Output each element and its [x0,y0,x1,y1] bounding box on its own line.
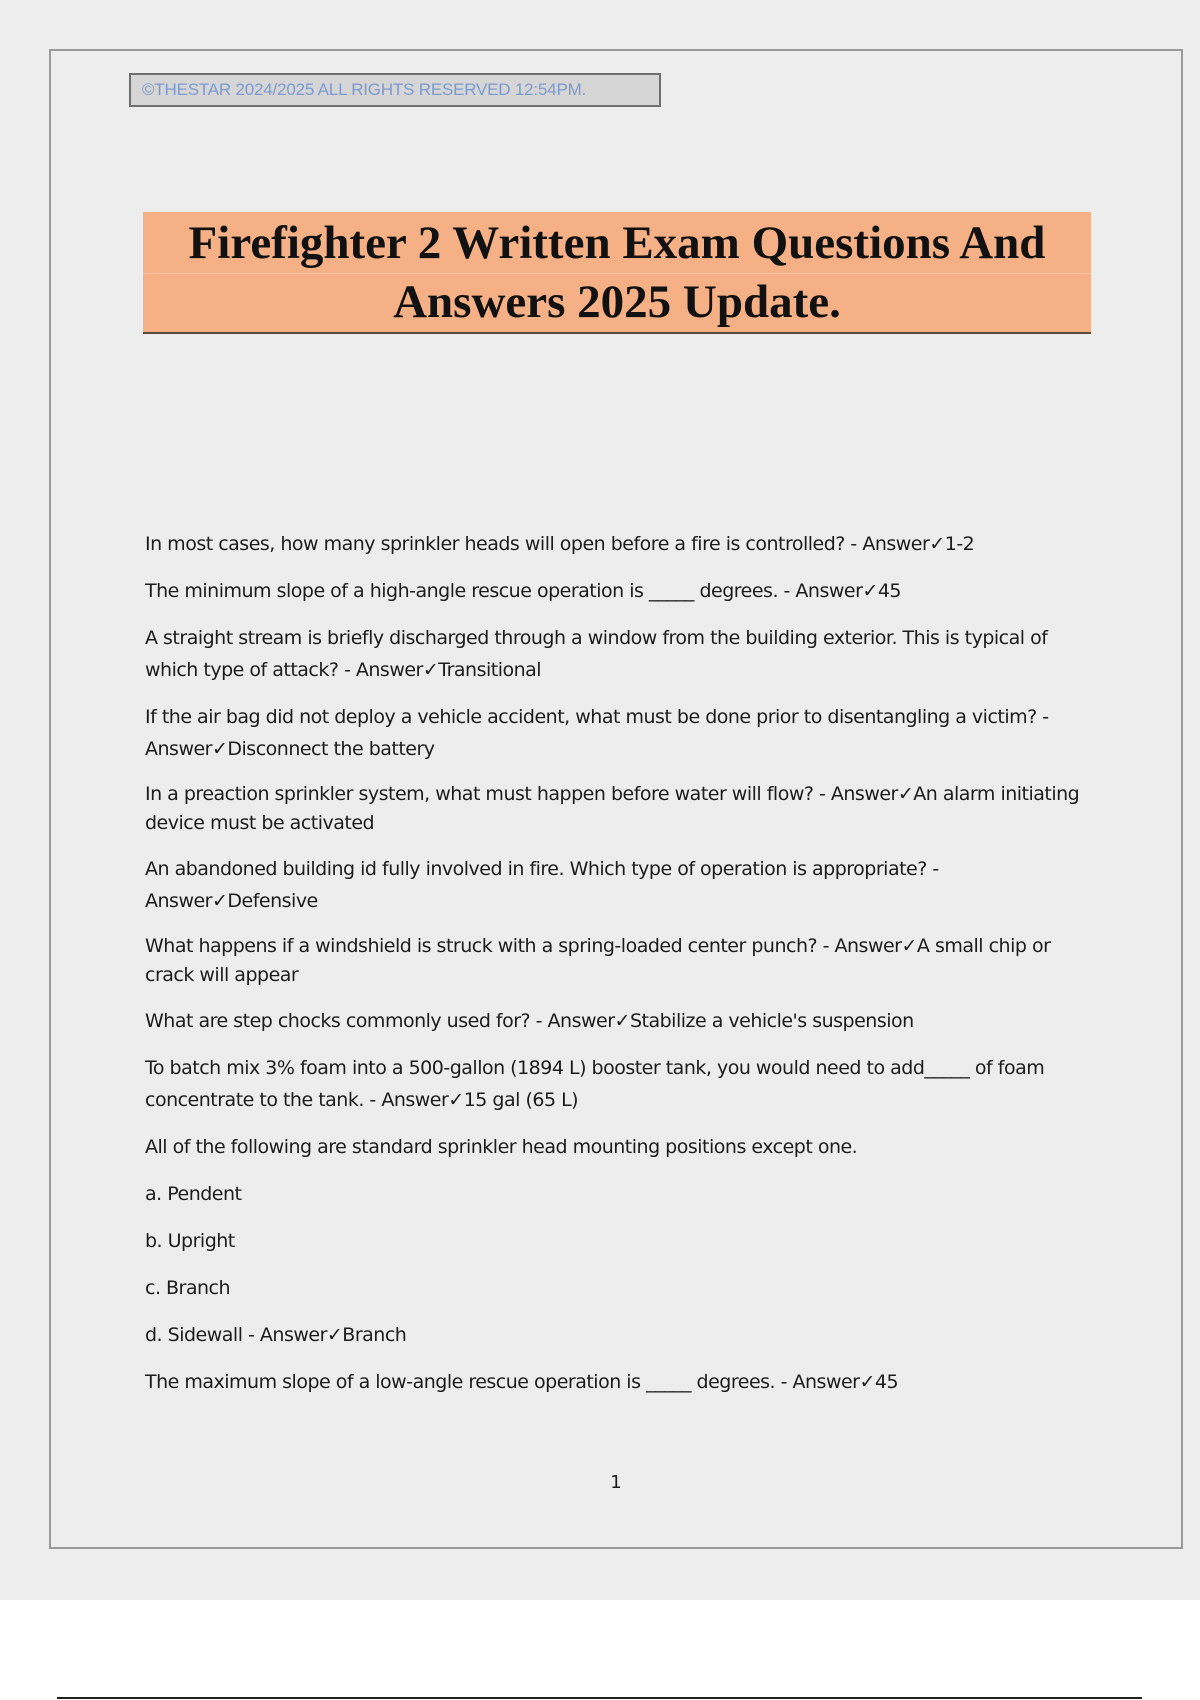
copyright-text: ©THESTAR 2024/2025 ALL RIGHTS RESERVED 12:54PM. [142,80,587,99]
copyright-banner [129,73,661,107]
qa-option: a. Pendent [145,1183,242,1205]
qa-item: What are step chocks commonly used for? - Answer✓Stabilize a vehicle's suspension [145,1010,914,1032]
qa-item: All of the following are standard sprinkler head mounting positions except one. [145,1136,858,1158]
qa-item: What happens if a windshield is struck with a spring-loaded center punch? - Answer✓A small chip or crack will appear [145,935,1051,986]
title-banner [143,212,1091,334]
qa-item: A straight stream is briefly discharged through a window from the building exterior. This is typical of which type of attack? - Answer✓Transitional [145,627,1048,681]
document-title: Firefighter 2 Written Exam Questions And Answers 2025 Update. [188,217,1046,328]
qa-option: b. Upright [145,1230,235,1252]
qa-item: The minimum slope of a high-angle rescue operation is _____ degrees. - Answer✓45 [145,580,901,602]
qa-item: To batch mix 3% foam into a 500-gallon (1894 L) booster tank, you would need to add_____ of foam concentrate to the tank. - Answer✓15 gal (65 L) [145,1057,1045,1111]
qa-item: An abandoned building id fully involved in fire. Which type of operation is appropriate? - Answer✓Defensive [145,858,939,912]
qa-item: If the air bag did not deploy a vehicle accident, what must be done prior to disentangling a victim? - Answer✓Disconnect the battery [145,706,1049,760]
page-number: 1 [610,1472,622,1493]
qa-item: In most cases, how many sprinkler heads will open before a fire is controlled? - Answer✓1-2 [145,533,975,555]
qa-option: c. Branch [145,1277,231,1299]
bottom-divider [57,1697,1142,1699]
qa-option: d. Sidewall - Answer✓Branch [145,1324,407,1346]
qa-item: In a preaction sprinkler system, what must happen before water will flow? - Answer✓An alarm initiating device must be activated [145,783,1080,834]
qa-item: The maximum slope of a low-angle rescue operation is _____ degrees. - Answer✓45 [145,1371,899,1393]
question-answer-list [145,528,1090,1413]
